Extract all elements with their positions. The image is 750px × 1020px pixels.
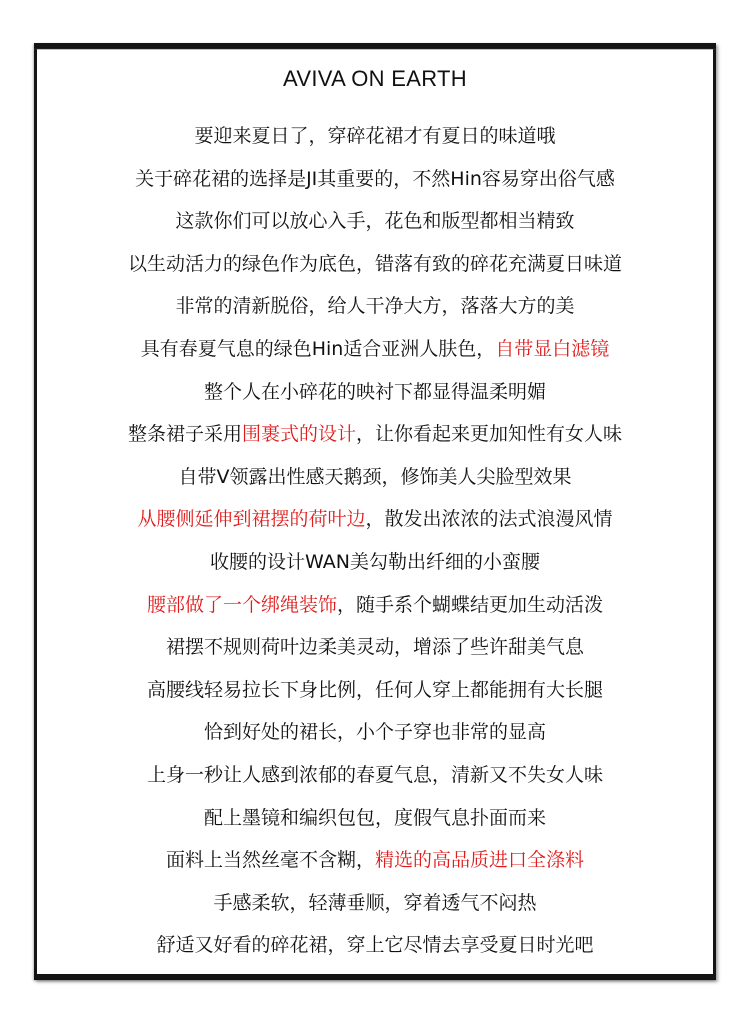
description-line — [37, 371, 713, 414]
description-line — [37, 626, 713, 669]
description-line — [37, 711, 713, 754]
line-text: ，随手系个蝴蝶结更加生动活泼 — [337, 593, 604, 616]
line-text: 收腰的设计WAN美勾勒出纤细的小蛮腰 — [210, 550, 540, 573]
description-line — [37, 669, 713, 712]
line-text: 裙摆不规则荷叶边柔美灵动，增添了些许甜美气息 — [165, 636, 584, 659]
line-text: ，让你看起来更加知性有女人味 — [356, 423, 623, 446]
line-text: 整条裙子采用 — [127, 423, 242, 446]
line-text: 配上墨镜和编织包包，度假气息扑面而来 — [203, 806, 546, 829]
line-text: 高腰线轻易拉长下身比例，任何人穿上都能拥有大长腿 — [146, 678, 603, 701]
line-text: 要迎来夏日了，穿碎花裙才有夏日的味道哦 — [194, 125, 556, 147]
line-text: 面料上当然丝毫不含糊， — [165, 849, 375, 872]
description-line — [37, 584, 713, 627]
text-frame — [34, 43, 716, 980]
description-line — [37, 839, 713, 882]
description-line — [37, 200, 713, 243]
line-text: ，散发出浓浓的法式浪漫风情 — [365, 508, 613, 531]
description-line — [37, 328, 713, 371]
description-line — [37, 285, 713, 328]
page-title: AVIVA ON EARTH — [283, 66, 467, 91]
description-line — [37, 115, 713, 158]
line-text: 非常的清新脱俗，给人干净大方，落落大方的美 — [175, 295, 575, 318]
highlight-text: 腰部做了一个绑绳装饰 — [146, 593, 337, 616]
description-line — [37, 456, 713, 499]
line-text: 恰到好处的裙长，小个子穿也非常的显高 — [203, 721, 546, 744]
line-text: 以生动活力的绿色作为底色，错落有致的碎花充满夏日味道 — [127, 252, 622, 275]
line-text: 具有春夏气息的绿色Hin适合亚洲人肤色， — [140, 337, 496, 360]
highlight-text: 精选的高品质进口全涤料 — [375, 849, 585, 872]
line-text: 整个人在小碎花的映衬下都显得温柔明媚 — [203, 380, 546, 403]
line-text: 舒适又好看的碎花裙，穿上它尽情去享受夏日时光吧 — [156, 934, 594, 957]
description-line — [37, 882, 713, 925]
highlight-text: 围裹式的设计 — [241, 423, 356, 446]
line-text: 上身一秒让人感到浓郁的春夏气息，清新又不失女人味 — [146, 763, 603, 786]
description-line — [37, 924, 713, 967]
line-text: 关于碎花裙的选择是JI其重要的，不然Hin容易穿出俗气感 — [135, 167, 615, 190]
description-line — [37, 243, 713, 286]
description-line — [37, 413, 713, 456]
description-line — [37, 754, 713, 797]
line-text: 这款你们可以放心入手，花色和版型都相当精致 — [175, 210, 575, 233]
highlight-text: 从腰侧延伸到裙摆的荷叶边 — [137, 508, 366, 531]
line-text: 自带V领露出性感天鹅颈，修饰美人尖脸型效果 — [178, 465, 572, 488]
description-line — [37, 158, 713, 201]
description-line — [37, 498, 713, 541]
line-text: 手感柔软，轻薄垂顺，穿着透气不闷热 — [213, 891, 537, 914]
description-lines — [37, 115, 713, 967]
highlight-text: 自带显白滤镜 — [495, 337, 610, 360]
description-line — [37, 541, 713, 584]
description-line — [37, 797, 713, 840]
